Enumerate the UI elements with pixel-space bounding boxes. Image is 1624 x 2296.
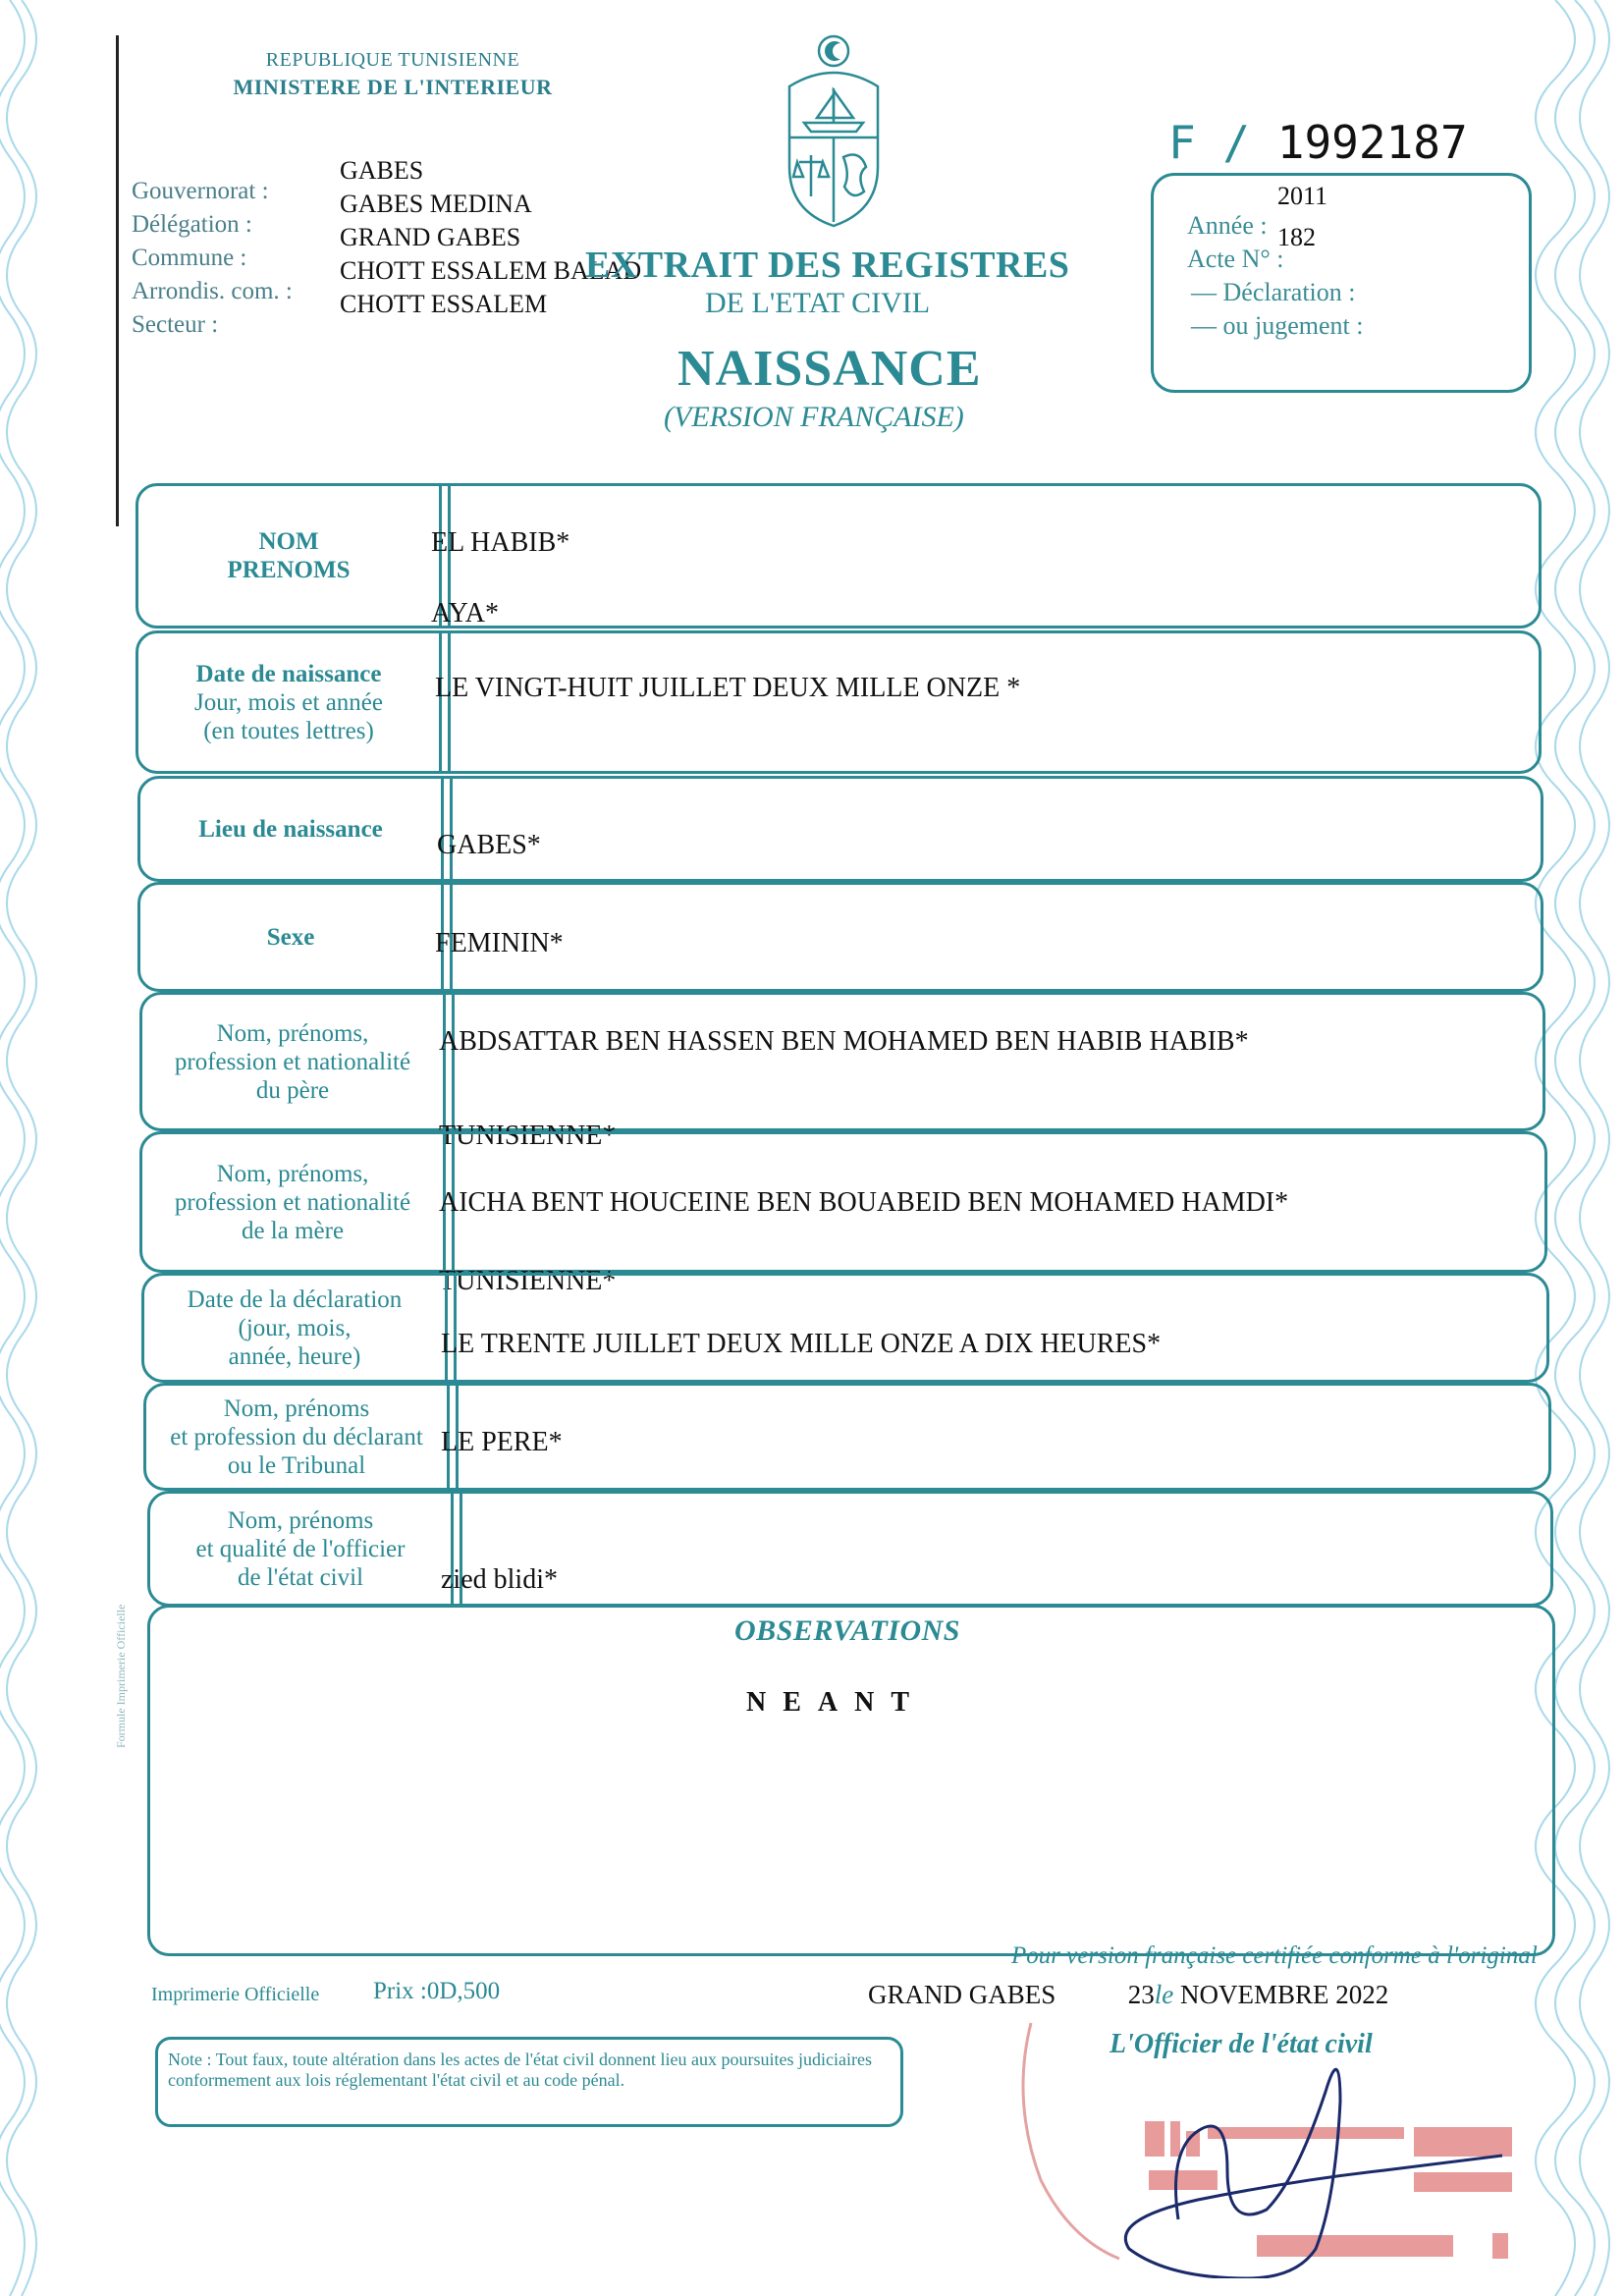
location-labels — [132, 175, 293, 342]
row-pere — [139, 992, 1545, 1151]
declaration-option-label: — Déclaration : — [1191, 278, 1356, 306]
issue-month-year: NOVEMBRE 2022 — [1180, 1980, 1389, 2009]
mere-label-line2: profession et nationalité — [174, 1188, 411, 1216]
prix-label: Prix :0D,500 — [373, 1978, 501, 2004]
pere-label-line1: Nom, prénoms, — [216, 1019, 369, 1047]
declarant-label-line3: ou le Tribunal — [227, 1451, 366, 1479]
declarant-value: LE PERE* — [441, 1427, 563, 1457]
issue-day: 23 — [1127, 1980, 1155, 2009]
row-mere — [139, 1131, 1547, 1296]
arrondis-value: CHOTT ESSALEM BALAD — [340, 256, 642, 285]
side-vertical-text: Formule Imprimerie Officielle — [114, 1604, 128, 1748]
commune-value: GRAND GABES — [340, 223, 521, 251]
serial-value: 1992187 — [1276, 116, 1468, 169]
issue-place: GRAND GABES — [868, 1980, 1056, 2009]
officier-label-line1: Nom, prénoms — [227, 1506, 374, 1534]
prenom-value: AYA* — [431, 598, 499, 629]
date-naissance-label — [138, 633, 439, 771]
officier-label-line3: de l'état civil — [237, 1563, 364, 1591]
declarant-label — [146, 1386, 447, 1488]
row-sexe — [137, 882, 1543, 992]
declarant-label-line1: Nom, prénoms — [223, 1394, 370, 1422]
signature-icon — [1001, 1984, 1512, 2278]
row-declarant — [143, 1383, 1551, 1491]
declaration-label-line3: année, heure) — [228, 1342, 361, 1370]
column-divider — [441, 776, 453, 882]
serial-number — [1168, 116, 1468, 169]
left-margin-line — [116, 35, 119, 526]
pere-label-line2: profession et nationalité — [174, 1048, 411, 1075]
ministry-label: MINISTERE DE L'INTERIEUR — [233, 75, 553, 99]
nom-prenoms-label — [138, 486, 439, 626]
column-divider — [443, 992, 455, 1131]
pere-nationalite-value: TUNISIENNE* — [439, 1121, 617, 1151]
sexe-title: Sexe — [266, 923, 315, 951]
left-guilloche-border — [0, 0, 69, 2296]
jugement-option-label: — ou jugement : — [1191, 311, 1364, 340]
declaration-label-line2: (jour, mois, — [238, 1314, 352, 1341]
document-type: NAISSANCE — [677, 341, 982, 397]
legal-note-text: Note : Tout faux, toute altération dans les actes de l'état civil donnent lieu aux poursuites judiciaires conformement aux lois réglementant l'état civil et au code pénal. — [168, 2050, 872, 2090]
document-subtitle: DE L'ETAT CIVIL — [705, 287, 931, 319]
date-naissance-value: LE VINGT-HUIT JUILLET DEUX MILLE ONZE * — [435, 673, 1021, 703]
row-officier — [147, 1491, 1553, 1607]
arrondis-label: Arrondis. com. : — [132, 278, 293, 304]
lieu-naissance-title: Lieu de naissance — [198, 815, 383, 843]
pere-value: ABDSATTAR BEN HASSEN BEN MOHAMED BEN HABIB HABIB* — [439, 1026, 1249, 1057]
nom-label: NOM — [258, 528, 319, 555]
date-naissance-sub2: (en toutes lettres) — [203, 717, 374, 744]
republic-label: REPUBLIQUE TUNISIENNE — [265, 49, 520, 71]
acte-info-box — [1151, 173, 1532, 393]
secteur-label: Secteur : — [132, 311, 219, 338]
column-divider — [445, 1273, 457, 1383]
lieu-naissance-value: GABES* — [437, 830, 541, 860]
observations-box — [147, 1605, 1555, 1956]
legal-note — [155, 2037, 903, 2127]
mere-label — [142, 1134, 443, 1270]
version-label: (VERSION FRANÇAISE) — [664, 401, 964, 433]
officier-value: zied blidi* — [441, 1564, 558, 1595]
tunisia-coat-of-arms-icon — [770, 29, 897, 231]
declaration-label — [144, 1276, 445, 1380]
acte-number-label: Acte N° : — [1187, 245, 1284, 273]
officer-title: L'Officier de l'état civil — [1110, 2029, 1373, 2059]
officier-label-line2: et qualité de l'officier — [195, 1535, 406, 1562]
gouvernorat-label: Gouvernorat : — [132, 178, 269, 204]
declaration-label-line1: Date de la déclaration — [187, 1285, 403, 1313]
pere-label — [142, 995, 443, 1128]
observations-value: NEANT — [746, 1687, 927, 1718]
declaration-value: LE TRENTE JUILLET DEUX MILLE ONZE A DIX HEURES* — [441, 1329, 1162, 1359]
delegation-value: GABES MEDINA — [340, 190, 532, 218]
sexe-value: FEMININ* — [435, 928, 564, 958]
pere-label-line3: du père — [255, 1076, 330, 1104]
mere-value: AICHA BENT HOUCEINE BEN BOUABEID BEN MOHAMED HAMDI* — [439, 1187, 1289, 1218]
acte-number-value: 182 — [1277, 223, 1316, 251]
date-naissance-title: Date de naissance — [195, 660, 382, 687]
secteur-value: CHOTT ESSALEM — [340, 290, 548, 318]
imprimerie-label: Imprimerie Officielle — [151, 1984, 320, 2005]
observations-title: OBSERVATIONS — [734, 1614, 960, 1647]
date-naissance-sub1: Jour, mois et année — [193, 688, 383, 716]
nom-value: EL HABIB* — [431, 527, 570, 558]
gouvernorat-value: GABES — [340, 156, 424, 185]
declarant-label-line2: et profession du déclarant — [170, 1423, 423, 1450]
mere-label-line3: de la mère — [241, 1217, 345, 1244]
row-declaration — [141, 1273, 1549, 1383]
officier-label — [150, 1494, 451, 1604]
row-date-naissance — [135, 630, 1542, 774]
mere-label-line1: Nom, prénoms, — [216, 1160, 369, 1187]
certification-text: Pour version française certifiée conforme à l'original — [1011, 1942, 1538, 1969]
serial-prefix: F / — [1168, 116, 1251, 169]
lieu-naissance-label — [140, 779, 441, 879]
annee-label: Année : — [1187, 211, 1268, 240]
commune-label: Commune : — [132, 245, 247, 271]
location-values — [340, 154, 641, 321]
mere-nationalite-value: TUNISIENNE* — [439, 1266, 617, 1296]
row-nom-prenoms — [135, 483, 1542, 629]
document-title: EXTRAIT DES REGISTRES — [585, 245, 1070, 286]
delegation-label: Délégation : — [132, 211, 252, 238]
annee-value: 2011 — [1277, 182, 1328, 210]
row-lieu-naissance — [137, 776, 1543, 882]
sexe-label — [140, 885, 441, 989]
prenoms-label: PRENOMS — [227, 557, 351, 583]
issue-le: le — [1154, 1980, 1174, 2009]
